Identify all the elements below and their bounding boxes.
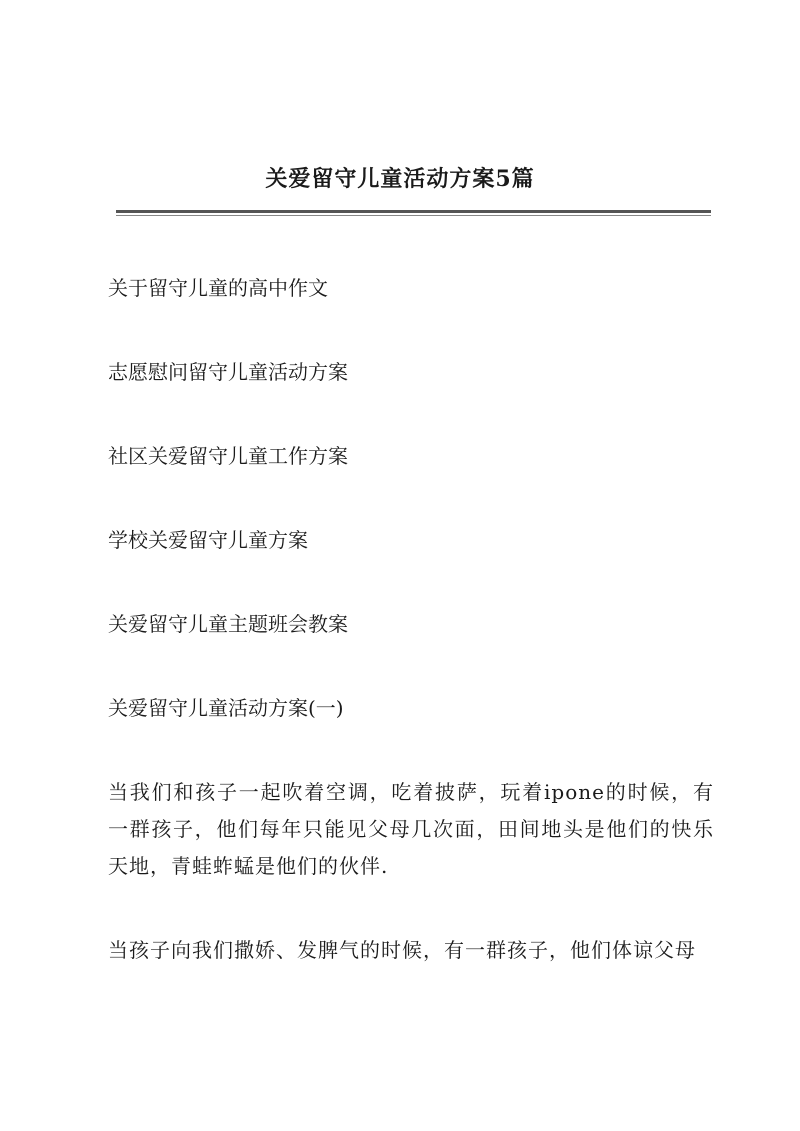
toc-item: 关爱留守儿童主题班会教案 — [108, 612, 348, 636]
toc-item: 关于留守儿童的高中作文 — [108, 276, 328, 300]
page-title: 关爱留守儿童活动方案5篇 — [265, 166, 535, 192]
toc-item: 关爱留守儿童活动方案(一) — [108, 696, 344, 720]
toc-item: 志愿慰问留守儿童活动方案 — [108, 360, 348, 384]
toc-item: 社区关爱留守儿童工作方案 — [108, 444, 348, 468]
toc-item: 学校关爱留守儿童方案 — [108, 528, 308, 552]
body-paragraph: 当我们和孩子一起吹着空调，吃着披萨，玩着ipone的时候，有一群孩子，他们每年只能见父母几次面，田间地头是他们的快乐天地，青蛙蚱蜢是他们的伙伴. — [108, 780, 714, 878]
title-divider-thin — [116, 215, 711, 216]
title-divider — [116, 210, 711, 213]
document-body — [108, 270, 714, 1016]
body-paragraph: 当孩子向我们撒娇、发脾气的时候，有一群孩子，他们体谅父母 — [108, 938, 696, 962]
